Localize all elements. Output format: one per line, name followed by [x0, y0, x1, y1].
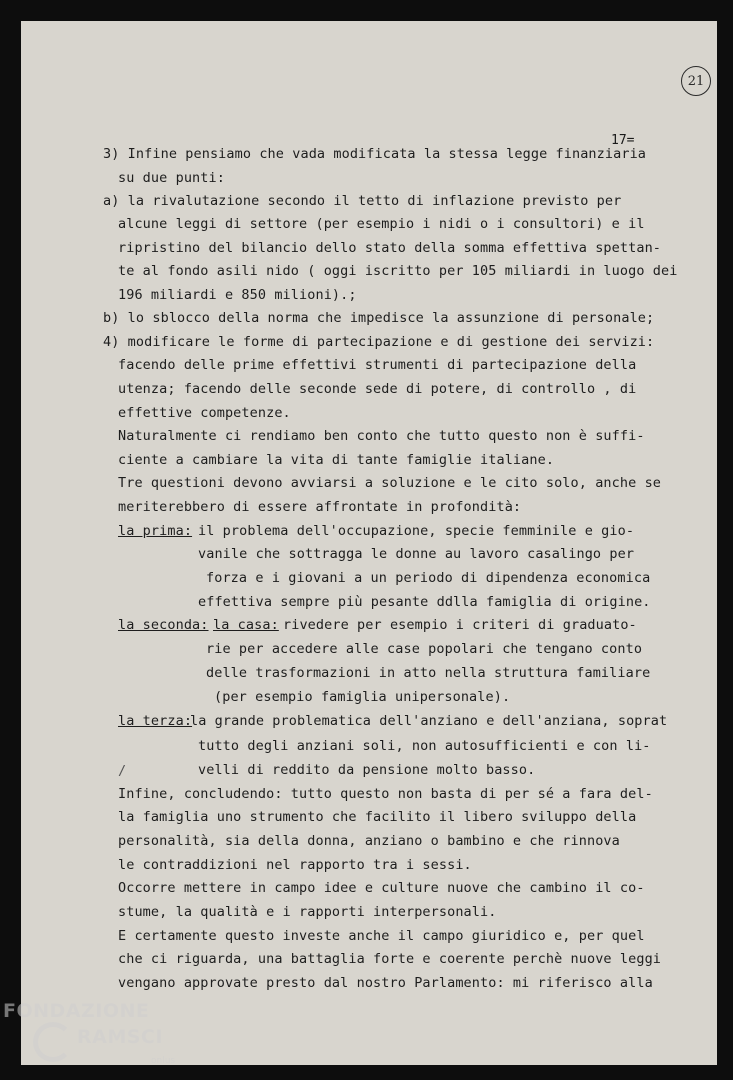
- text-line: che ci riguarda, una battaglia forte e coerente perchè nuove leggi: [118, 951, 662, 967]
- text-line: effettive competenze.: [118, 405, 291, 421]
- text-line: le contraddizioni nel rapporto tra i sessi.: [118, 857, 472, 873]
- text-line: su due punti:: [118, 170, 225, 186]
- heading-terza: la terza:: [118, 713, 193, 729]
- text-line: utenza; facendo delle seconde sede di potere, di controllo , di: [118, 381, 637, 397]
- margin-mark: /: [118, 763, 127, 779]
- text-line: a) la rivalutazione secondo il tetto di inflazione previsto per: [103, 193, 622, 209]
- text-line: facendo delle prime effettivi strumenti di partecipazione della: [118, 357, 637, 373]
- text-line: stume, la qualità e i rapporti interpersonali.: [118, 904, 497, 920]
- text-line: personalità, sia della donna, anziano o bambino e che rinnova: [118, 833, 620, 849]
- text-line: Tre questioni devono avviarsi a soluzione e le cito solo, anche se: [118, 475, 662, 491]
- page-number: 17=: [611, 133, 635, 148]
- heading-seconda: la seconda:: [118, 617, 209, 633]
- watermark-line1: FONDAZIONE: [3, 1000, 150, 1022]
- text-line: Occorre mettere in campo idee e culture nuove che cambino il co-: [118, 880, 645, 896]
- text-line: velli di reddito da pensione molto basso.: [198, 762, 536, 778]
- text-line: te al fondo asili nido ( oggi iscritto per 105 miliardi in luogo dei: [118, 263, 678, 279]
- text-line: ripristino del bilancio dello stato della somma effettiva spettan-: [118, 240, 662, 256]
- fondazione-gramsci-watermark: [3, 1000, 203, 1080]
- page-stamp: 21: [681, 66, 711, 96]
- text-line: ciente a cambiare la vita di tante famiglie italiane.: [118, 452, 555, 468]
- text-line: alcune leggi di settore (per esempio i nidi o i consultori) e il: [118, 216, 645, 232]
- text-line: tutto degli anziani soli, non autosufficienti e con li-: [198, 738, 651, 754]
- watermark-line3: onlus: [151, 1056, 176, 1066]
- text-line: la famiglia uno strumento che facilito il libero sviluppo della: [118, 809, 637, 825]
- watermark-line2: RAMSCI: [77, 1026, 163, 1048]
- text-line: delle trasformazioni in atto nella struttura familiare: [206, 665, 651, 681]
- text-line: effettiva sempre più pesante ddlla famiglia di origine.: [198, 594, 651, 610]
- text-line: Infine, concludendo: tutto questo non basta di per sé a fara del-: [118, 786, 653, 802]
- text-line: 4) modificare le forme di partecipazione e di gestione dei servizi:: [103, 334, 655, 350]
- text-line: b) lo sblocco della norma che impedisce la assunzione di personale;: [103, 310, 655, 326]
- text-line: meriterebbero di essere affrontate in profondità:: [118, 499, 522, 515]
- heading-casa: la casa:: [213, 617, 279, 633]
- gramsci-logo-g: [33, 1022, 73, 1062]
- text-line: vengano approvate presto dal nostro Parlamento: mi riferisco alla: [118, 975, 653, 991]
- text-line: vanile che sottragga le donne au lavoro casalingo per: [198, 546, 635, 562]
- text-line: Naturalmente ci rendiamo ben conto che tutto questo non è suffi-: [118, 428, 645, 444]
- text-line: il problema dell'occupazione, specie femminile e gio-: [198, 523, 635, 539]
- document-page: [21, 21, 717, 1065]
- text-line: (per esempio famiglia unipersonale).: [214, 689, 511, 705]
- heading-prima: la prima:: [118, 523, 193, 539]
- text-line: forza e i giovani a un periodo di dipendenza economica: [206, 570, 651, 586]
- text-line: 3) Infine pensiamo che vada modificata la stessa legge finanziaria: [103, 146, 647, 162]
- text-line: rie per accedere alle case popolari che tengano conto: [206, 641, 643, 657]
- text-line: 196 miliardi e 850 milioni).;: [118, 287, 357, 303]
- text-line: rivedere per esempio i criteri di graduato-: [283, 617, 637, 633]
- text-line: E certamente questo investe anche il campo giuridico e, per quel: [118, 928, 645, 944]
- text-line: la grande problematica dell'anziano e dell'anziana, soprat: [190, 713, 668, 729]
